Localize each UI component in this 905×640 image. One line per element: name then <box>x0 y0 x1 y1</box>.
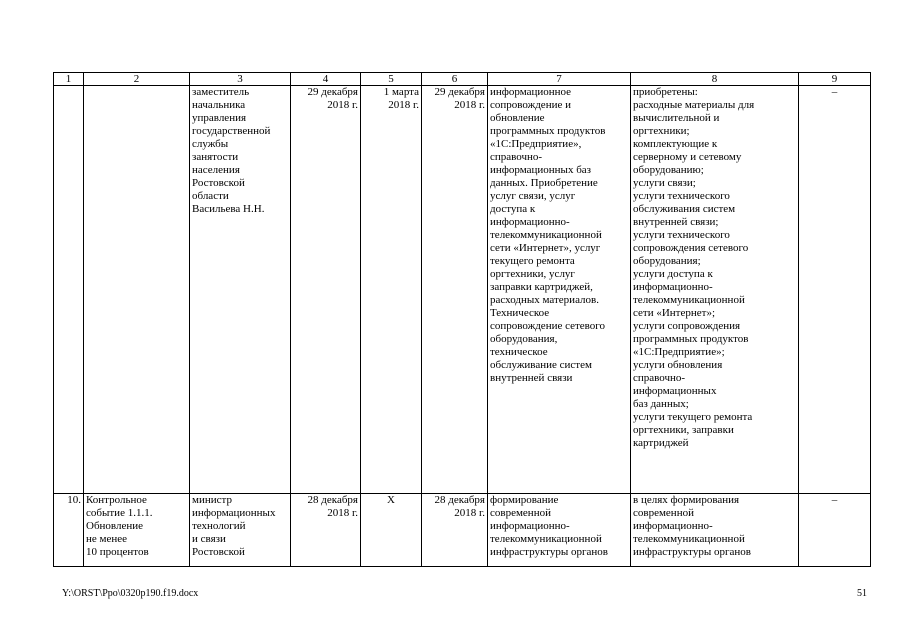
header-cell: 1 <box>54 73 84 86</box>
cell-line: доступа к <box>490 203 536 215</box>
cell-line: информационно- <box>633 281 713 293</box>
cell-line: технологий <box>192 520 246 532</box>
cell-line: телекоммуникационной <box>633 533 745 545</box>
cell-line: 10 процентов <box>86 546 149 558</box>
event-name-cell <box>84 494 190 567</box>
cell-line: 1 марта <box>383 86 419 98</box>
cell-line: событие 1.1.1. <box>86 507 153 519</box>
cell-line: услуги технического <box>633 229 730 241</box>
cell-line: в целях формирования <box>633 494 740 506</box>
actual-end-cell <box>422 494 488 567</box>
cell-line: серверному и сетевому <box>633 151 742 163</box>
planned-date-cell <box>291 494 361 567</box>
cell-line: внутренней связи <box>490 372 573 384</box>
cell-line: информационно- <box>490 520 570 532</box>
event-name-cell <box>84 86 190 494</box>
cell-line: данных. Приобретение <box>490 177 598 189</box>
cell-line: не менее <box>86 533 128 545</box>
cell-line: 2018 г. <box>388 99 419 111</box>
responsible-cell <box>190 494 291 567</box>
header-cell: 2 <box>84 73 190 86</box>
cell-line: населения <box>192 164 240 176</box>
cell-line: телекоммуникационной <box>633 294 745 306</box>
cell-line: информационное <box>490 86 572 98</box>
cell-line: услуги технического <box>633 190 730 202</box>
row-number-cell <box>54 86 84 494</box>
cell-line: 29 декабря <box>307 86 358 98</box>
column-number-row <box>54 73 871 86</box>
cell-line: справочно- <box>490 151 543 163</box>
cell-line: занятости <box>192 151 239 163</box>
cell-line: информационных <box>192 507 276 519</box>
planned-date-cell <box>291 86 361 494</box>
cell-line: сопровождение сетевого <box>490 320 606 332</box>
planned-result-cell <box>488 494 631 567</box>
cell-line: 28 декабря <box>307 494 358 506</box>
actual-start-cell <box>361 86 422 494</box>
cell-line: телекоммуникационной <box>490 229 602 241</box>
page-number: 51 <box>857 588 867 599</box>
cell-line: «1С:Предприятие»; <box>633 346 725 358</box>
cell-line: 2018 г. <box>327 99 358 111</box>
cell-line: министр <box>192 494 232 506</box>
cell-line: современной <box>490 507 551 519</box>
cell-line: оборудования; <box>633 255 701 267</box>
table-row <box>54 494 871 567</box>
cell-line: 2018 г. <box>454 99 485 111</box>
cell-line: телекоммуникационной <box>490 533 602 545</box>
file-path: Y:\ORST\Ppo\0320p190.f19.docx <box>62 588 199 599</box>
cell-line: информационно- <box>633 520 713 532</box>
actual-result-cell <box>631 86 799 494</box>
cell-line: услуг связи, услуг <box>490 190 576 202</box>
cell-line: обновление <box>490 112 545 124</box>
cell-line: управления <box>192 112 247 124</box>
cell-line: Васильева Н.Н. <box>192 203 265 215</box>
cell-line: – <box>831 86 838 98</box>
cell-line: оргтехники; <box>633 125 690 137</box>
cell-line: информационных <box>633 385 717 397</box>
cell-line: современной <box>633 507 694 519</box>
cell-line: – <box>831 494 838 506</box>
cell-line: Ростовской <box>192 177 245 189</box>
cell-line: оргтехники, услуг <box>490 268 575 280</box>
cell-line: Техническое <box>490 307 550 319</box>
cell-line: 2018 г. <box>454 507 485 519</box>
cell-line: обслуживания систем <box>633 203 736 215</box>
cell-line: услуги обновления <box>633 359 723 371</box>
cell-line: услуги сопровождения <box>633 320 741 332</box>
cell-line: 2018 г. <box>327 507 358 519</box>
cell-line: Обновление <box>86 520 144 532</box>
cell-line: баз данных; <box>633 398 689 410</box>
cell-line: расходных материалов. <box>490 294 599 306</box>
cell-line: службы <box>192 138 229 150</box>
actual-result-cell <box>631 494 799 567</box>
cell-line: инфраструктуры органов <box>490 546 608 558</box>
header-cell: 6 <box>422 73 488 86</box>
note-cell <box>799 86 871 494</box>
cell-line: заместитель <box>192 86 250 98</box>
cell-line: комплектующие к <box>633 138 718 150</box>
header-cell: 7 <box>488 73 631 86</box>
cell-line: «1С:Предприятие», <box>490 138 582 150</box>
cell-line: справочно- <box>633 372 686 384</box>
actual-end-cell <box>422 86 488 494</box>
cell-line: расходные материалы для <box>633 99 755 111</box>
cell-line: обслуживание систем <box>490 359 592 371</box>
cell-line: программных продуктов <box>490 125 606 137</box>
cell-line: услуги связи; <box>633 177 696 189</box>
cell-line: 10. <box>67 494 81 506</box>
cell-line: оргтехники, заправки <box>633 424 734 436</box>
cell-line: области <box>192 190 229 202</box>
cell-line: сопровождения сетевого <box>633 242 749 254</box>
actual-start-cell <box>361 494 422 567</box>
cell-line: картриджей <box>633 437 689 449</box>
cell-line: сети «Интернет»; <box>633 307 715 319</box>
row-number-cell <box>54 494 84 567</box>
cell-line: вычислительной и <box>633 112 720 124</box>
header-cell: 5 <box>361 73 422 86</box>
cell-line: сети «Интернет», услуг <box>490 242 601 254</box>
cell-line: оборудования, <box>490 333 558 345</box>
header-cell: 9 <box>799 73 871 86</box>
cell-line: начальника <box>192 99 246 111</box>
cell-line: оборудованию; <box>633 164 704 176</box>
cell-line: услуги текущего ремонта <box>633 411 753 423</box>
cell-line: и связи <box>192 533 226 545</box>
cell-line: текущего ремонта <box>490 255 575 267</box>
cell-line: формирование <box>490 494 559 506</box>
cell-line: заправки картриджей, <box>490 281 593 293</box>
header-cell: 8 <box>631 73 799 86</box>
cell-line: Контрольное <box>86 494 147 506</box>
cell-line: приобретены: <box>633 86 698 98</box>
cell-line: услуги доступа к <box>633 268 713 280</box>
cell-line: техническое <box>490 346 548 358</box>
cell-line: государственной <box>192 125 271 137</box>
plan-table <box>53 72 871 567</box>
planned-result-cell <box>488 86 631 494</box>
cell-line: внутренней связи; <box>633 216 719 228</box>
cell-line: информационно- <box>490 216 570 228</box>
cell-line: 29 декабря <box>434 86 485 98</box>
note-cell <box>799 494 871 567</box>
cell-line: информационных баз <box>490 164 592 176</box>
table-row <box>54 86 871 494</box>
cell-line: сопровождение и <box>490 99 571 111</box>
header-cell: 4 <box>291 73 361 86</box>
cell-line: программных продуктов <box>633 333 749 345</box>
cell-line: Х <box>387 494 395 506</box>
header-cell: 3 <box>190 73 291 86</box>
cell-line: инфраструктуры органов <box>633 546 751 558</box>
cell-line: Ростовской <box>192 546 245 558</box>
cell-line: 28 декабря <box>434 494 485 506</box>
responsible-cell <box>190 86 291 494</box>
